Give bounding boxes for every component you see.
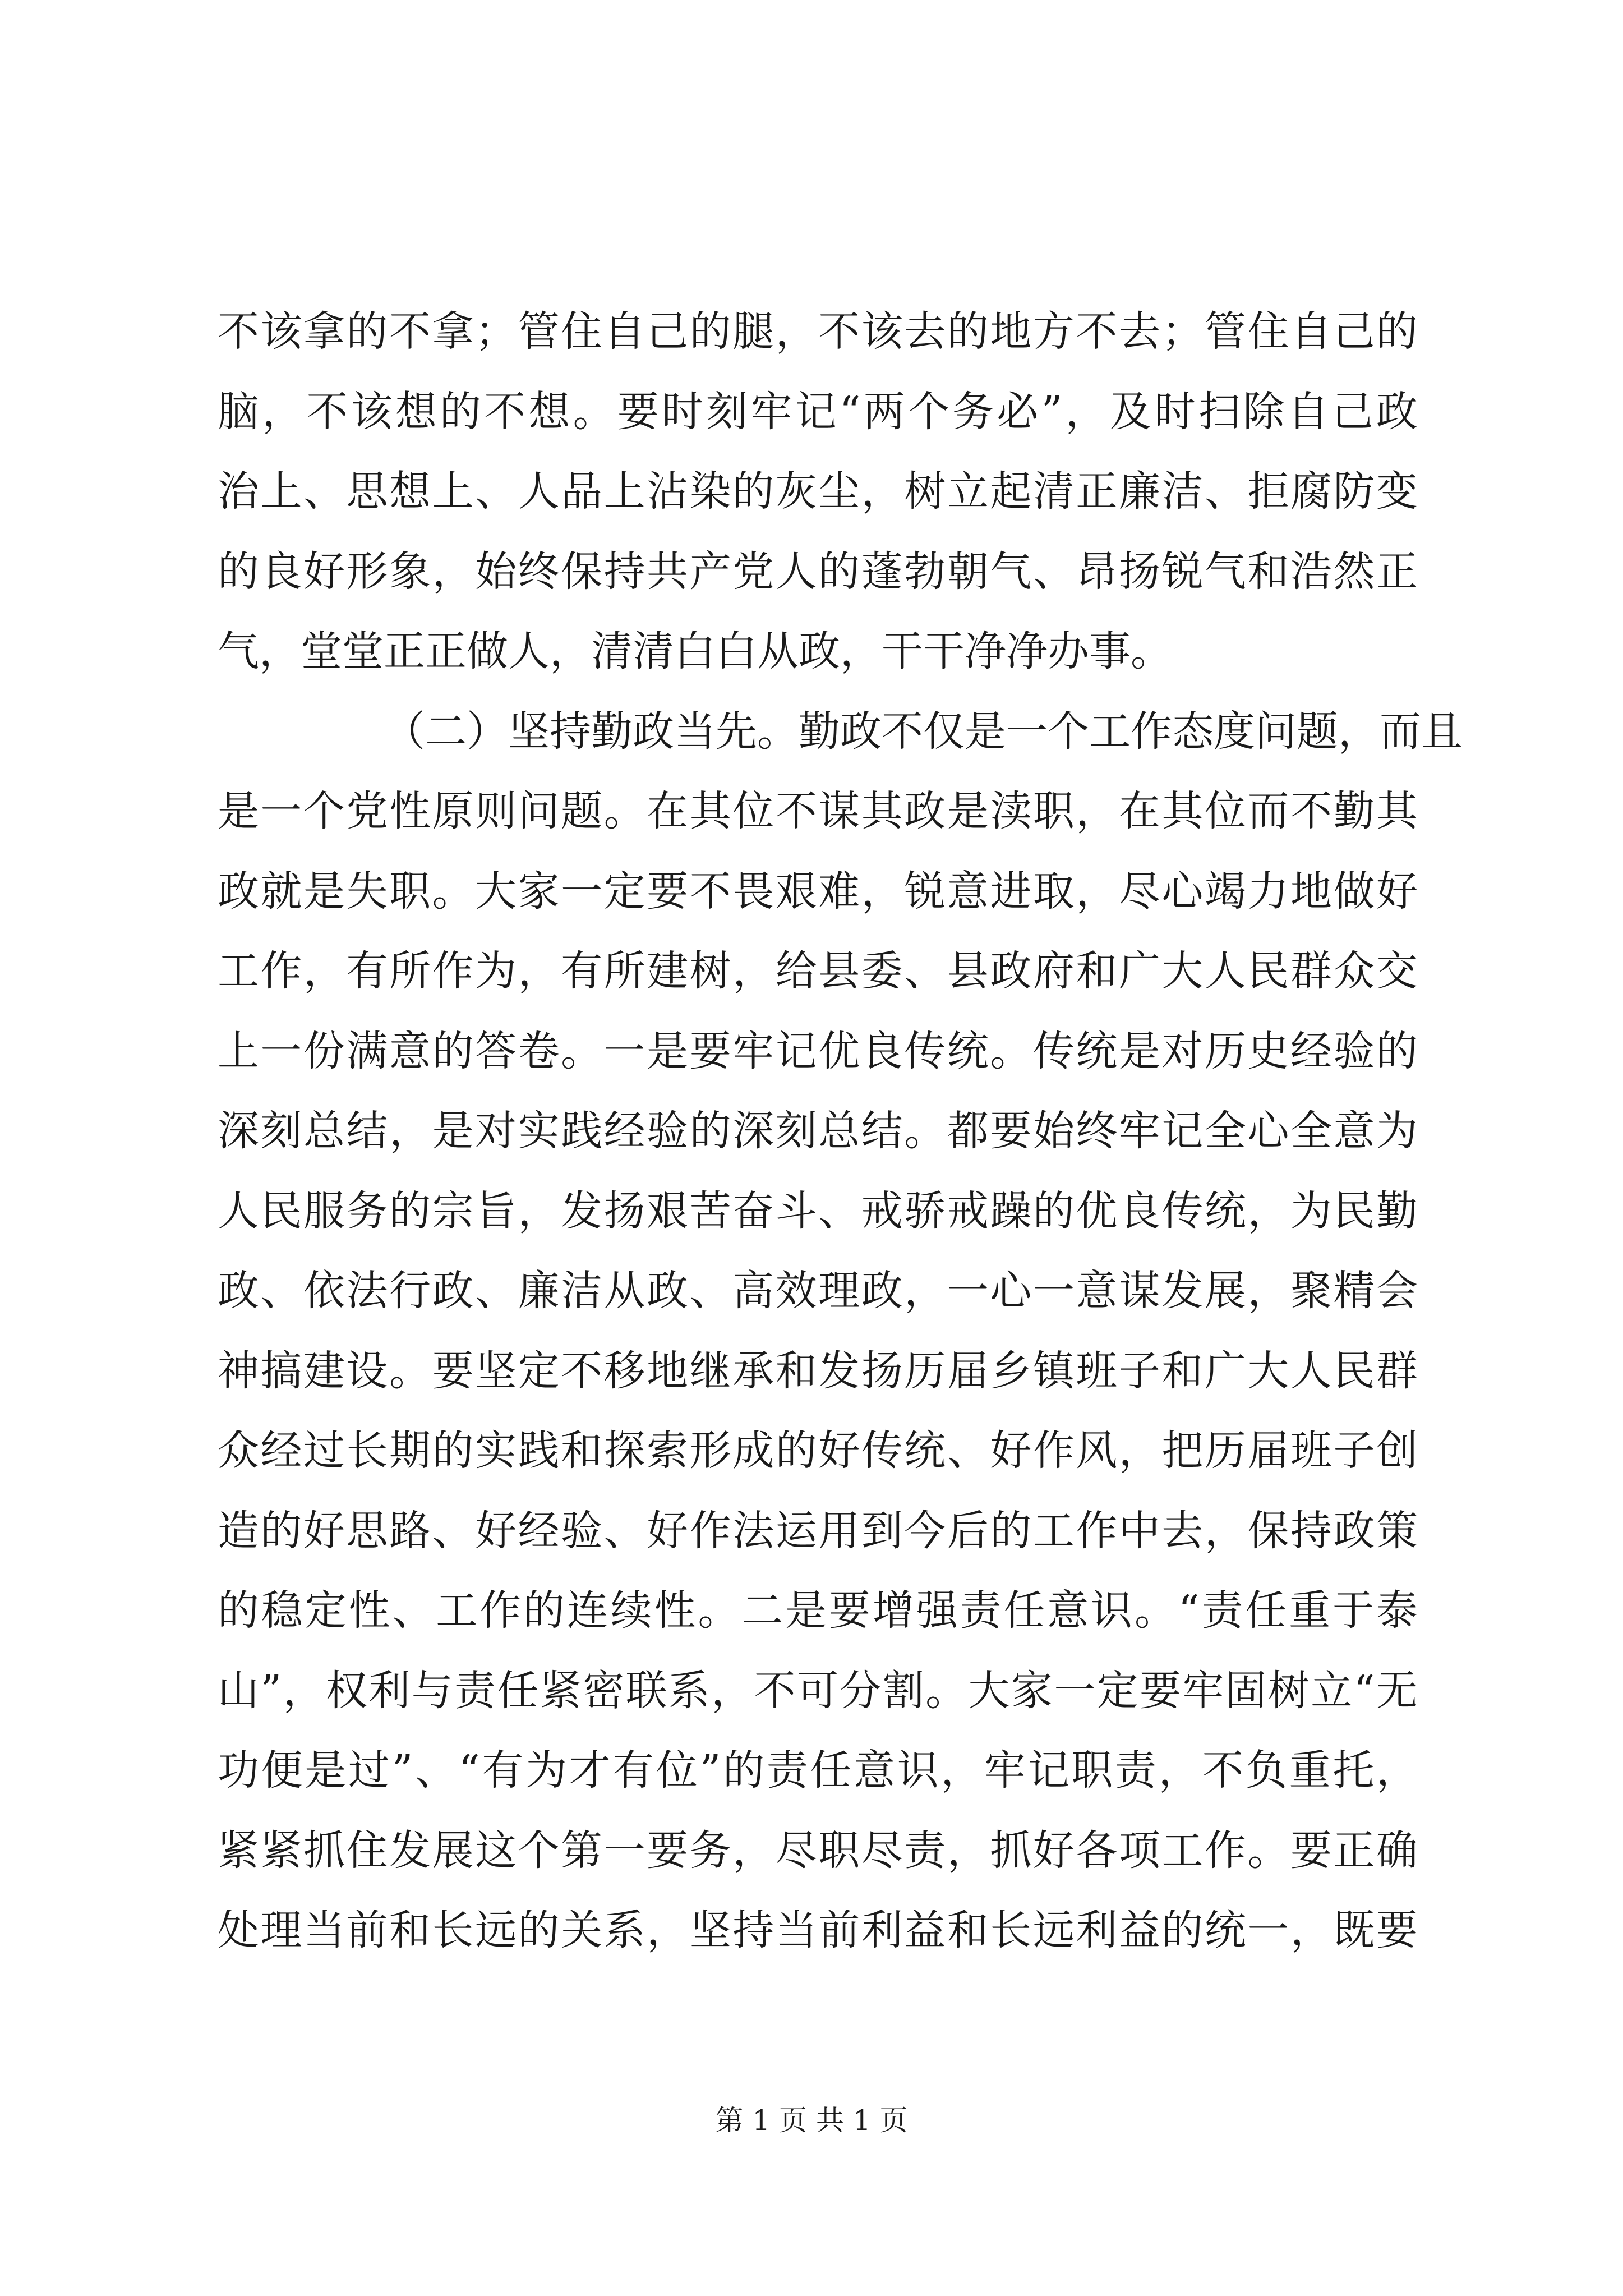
text-line: 众经过长期的实践和探索形成的好传统、好作风，把历届班子创 xyxy=(218,1427,1418,1475)
text-line: 人民服务的宗旨，发扬艰苦奋斗、戒骄戒躁的优良传统，为民勤 xyxy=(218,1186,1418,1235)
text-line: 处理当前和长远的关系，坚持当前利益和长远利益的统一，既要 xyxy=(218,1906,1418,1954)
text-line: 功便是过”、“有为才有位”的责任意识，牢记职责，不负重托， xyxy=(218,1746,1418,1795)
text-line: 神搞建设。要坚定不移地继承和发扬历届乡镇班子和广大人民群 xyxy=(218,1346,1418,1395)
text-line: 治上、思想上、人品上沾染的灰尘，树立起清正廉洁、拒腐防变 xyxy=(218,467,1418,516)
text-line: 紧紧抓住发展这个第一要务，尽职尽责，抓好各项工作。要正确 xyxy=(218,1826,1418,1875)
text-line: 造的好思路、好经验、好作法运用到今后的工作中去，保持政策 xyxy=(218,1506,1418,1555)
text-line: 气，堂堂正正做人，清清白白从政，干干净净办事。 xyxy=(218,627,1172,675)
text-line: 是一个党性原则问题。在其位不谋其政是渎职，在其位而不勤其 xyxy=(218,787,1418,835)
text-line: 脑，不该想的不想。要时刻牢记“两个务必”，及时扫除自己政 xyxy=(218,387,1418,436)
text-line: 政、依法行政、廉洁从政、高效理政，一心一意谋发展，聚精会 xyxy=(218,1267,1418,1315)
body-text xyxy=(218,292,1463,1971)
text-line: 深刻总结，是对实践经验的深刻总结。都要始终牢记全心全意为 xyxy=(218,1107,1418,1155)
text-line: 上一份满意的答卷。一是要牢记优良传统。传统是对历史经验的 xyxy=(218,1027,1418,1075)
text-line: 山”，权利与责任紧密联系，不可分割。大家一定要牢固树立“无 xyxy=(218,1666,1418,1715)
text-line: 的良好形象，始终保持共产党人的蓬勃朝气、昂扬锐气和浩然正 xyxy=(218,547,1418,596)
text-line: 不该拿的不拿；管住自己的腿，不该去的地方不去；管住自己的 xyxy=(218,307,1418,356)
text-line: 的稳定性、工作的连续性。二是要增强责任意识。“责任重于泰 xyxy=(218,1586,1418,1635)
text-line: 政就是失职。大家一定要不畏艰难，锐意进取，尽心竭力地做好 xyxy=(218,867,1418,915)
text-line: 工作，有所作为，有所建树，给县委、县政府和广大人民群众交 xyxy=(218,947,1418,995)
page-number: 第 1 页 共 1 页 xyxy=(715,2104,908,2137)
section-heading-line: （二）坚持勤政当先。勤政不仅是一个工作态度问题，而且 xyxy=(384,707,1463,756)
page-footer xyxy=(0,2098,1623,2143)
